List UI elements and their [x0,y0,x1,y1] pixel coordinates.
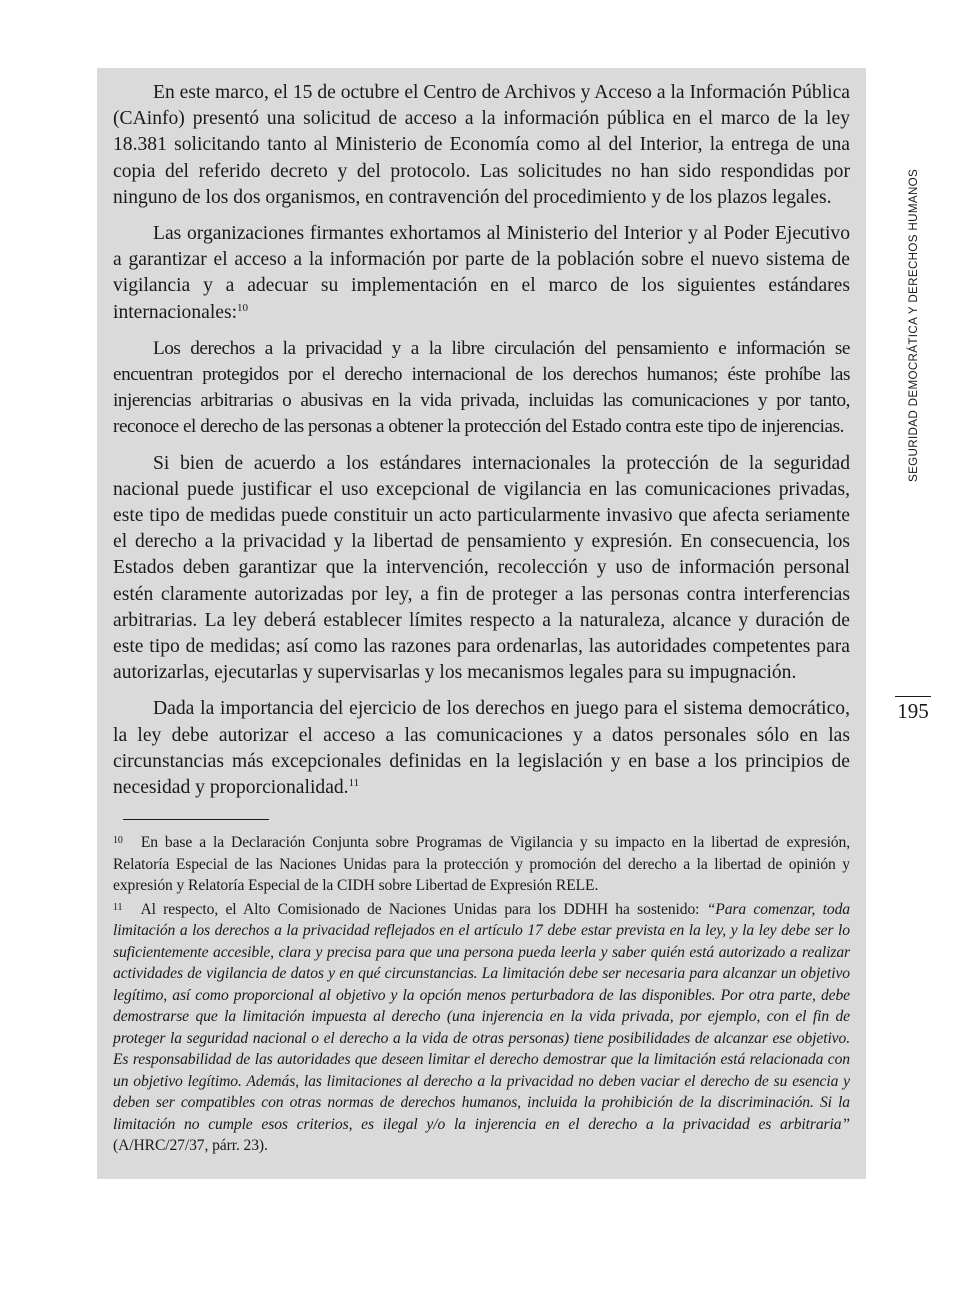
footnote-10-number: 10 [113,835,123,847]
body-paragraph-2 [113,221,850,326]
footnote-11-intro: Al respecto, el Alto Comisionado de Naciones Unidas para los DDHH ha sostenido: [140,900,707,918]
running-header-text: SEGURIDAD DEMOCRÁTICA Y DERECHOS HUMANOS [907,168,920,482]
shaded-text-box [97,68,866,1179]
footnote-ref-11[interactable]: 11 [348,777,360,790]
footnote-11-quote: “Para comenzar, toda limitación a los derechos a la privacidad reflejados en el artículo 17 debe estar prevista en la ley, y la ley debe ser lo suficientemente accesible, clara y precisa para que una persona pueda leerla y saber quién está autorizado a realizar actividades de vigilancia de datos y en qué circunstancias. La limitación debe ser necesaria para alcanzar un objetivo legítimo, así como proporcional al objetivo y la opción menos perturbadora de las disponibles. Por otra parte, debe demostrarse que la limitación impuesta al derecho (una injerencia en la vida privada, por ejemplo, con el fin de proteger la seguridad nacional o el derecho a la vida de otras personas) tiene posibilidades de alcanzar ese objetivo. Es responsabilidad de las autoridades que deseen limitar el derecho demostrar que la limitación está relacionada con un objetivo legítimo. Además, las limitaciones al derecho a la privacidad no deben vaciar el derecho de su esencia y deben ser compatibles con otras normas de derechos humanos, incluida la prohibición de la discriminación. Si la limitación no cumple esos criterios, es ilegal y/o la injerencia en el derecho a la privacidad es arbitraria” [113,900,850,1133]
footnote-separator [123,819,269,820]
footnote-10-text: En base a la Declaración Conjunta sobre Programas de Vigilancia y su impacto en la libertad de expresión, Relatoría Especial de las Naciones Unidas para la protección y promoción del derecho a la libertad de opinión y expresión y Relatoría Especial de la CIDH sobre Libertad de Expresión RELE. [113,834,850,895]
footnote-10 [113,830,850,897]
body-paragraph-5-text: Dada la importancia del ejercicio de los derechos en juego para el sistema democrático, la ley debe autorizar el acceso a las comunicaciones y a datos personales sólo en las circunstancias más excepcionales definidas en la legislación y en base a los principios de necesidad y proporcionalidad. [113,698,850,799]
body-paragraph-4: Si bien de acuerdo a los estándares internacionales la protección de la seguridad nacional puede justificar el uso excepcional de vigilancia en las comunicaciones privadas, este tipo de medidas puede constituir un acto particularmente invasivo que afecta seriamente el derecho a la privacidad y la libertad de pensamiento y expresión. En consecuencia, los Estados deben garantizar que la intervención, recolección y uso de información personal estén claramente autorizadas por ley, a fin de proteger a las personas contra interferencias arbitrarias. La ley deberá establecer límites respecto a la naturaleza, alcance y duración de este tipo de medidas; así como las razones para ordenarlas, las autoridades competentes para autorizarlas, ejecutarlas y supervisarlas y los mecanismos legales para su impugnación. [113,452,850,684]
page-number: 195 [897,699,929,723]
footnote-11-number: 11 [113,901,123,913]
page-number-rule [895,696,931,697]
footnote-11-citation: (A/HRC/27/37, párr. 23). [113,1137,268,1155]
body-paragraph-2-text: Las organizaciones firmantes exhortamos al Ministerio del Interior y al Poder Ejecutivo a garantizar el acceso a la información por parte de la población sobre el nuevo sistema de vigilancia y a adecuar su implementación en el marco de los siguientes estándares internacionales: [113,223,850,323]
body-paragraph-1: En este marco, el 15 de octubre el Centro de Archivos y Acceso a la Información Pública (CAinfo) presentó una solicitud de acceso a la información pública en el marco de la ley 18.381 solicitando tanto al Ministerio de Economía como al del Interior, la entrega de una copia del referido decreto y del protocolo. Las solicitudes no han sido respondidas por ninguno de los dos organismos, en contravención del procedimiento y de los plazos legales. [113,82,850,208]
running-header-vertical [905,166,923,482]
footnote-11 [113,897,850,1157]
body-paragraph-5 [113,696,850,801]
body-paragraph-3: Los derechos a la privacidad y a la libre circulación del pensamiento e información se encuentran protegidos por el derecho internacional de los derechos humanos; éste prohíbe las injerencias arbitrarias o abusivas en la vida privada, incluidas las comunicaciones y por tanto, reconoce el derecho de las personas a obtener la protección del Estado contra este tipo de injerencias. [113,337,850,438]
footnote-ref-10[interactable]: 10 [237,301,249,314]
